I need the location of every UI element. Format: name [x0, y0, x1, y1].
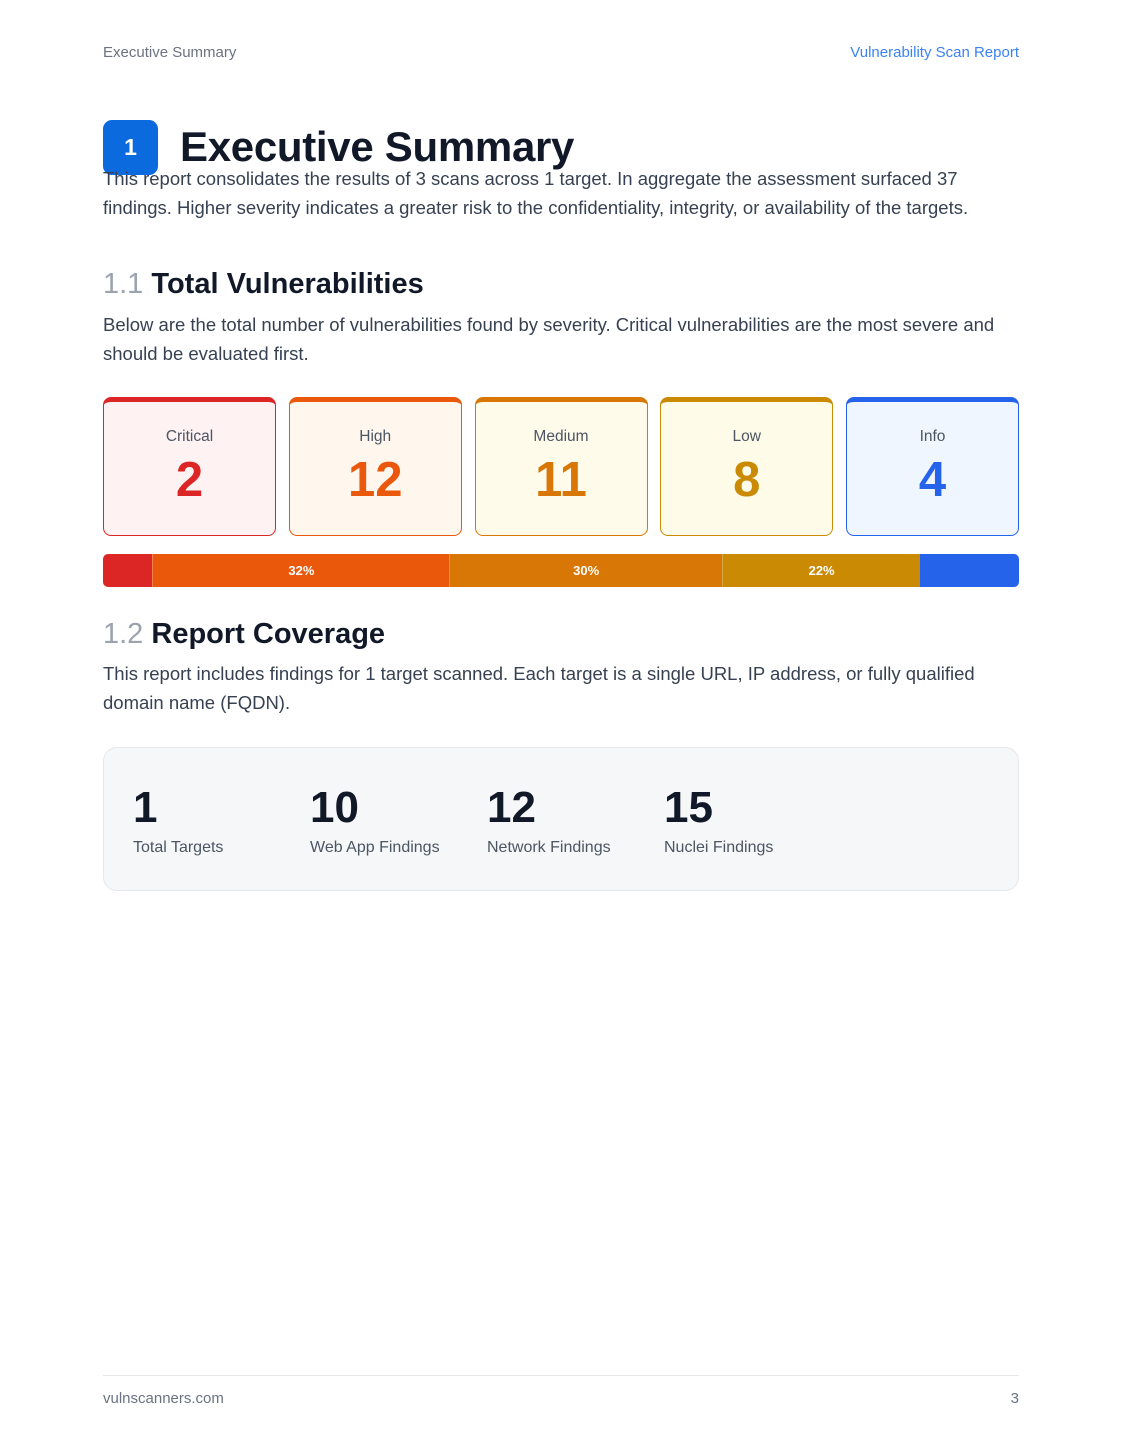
section-title: Total Vulnerabilities — [151, 268, 424, 300]
page-header — [103, 44, 1019, 61]
section-heading-total-vulnerabilities — [103, 268, 424, 301]
severity-card-info — [846, 397, 1019, 536]
severity-card-count: 12 — [347, 453, 403, 507]
severity-segment-low — [722, 554, 920, 587]
severity-segment-info — [920, 554, 1019, 587]
header-section-name: Executive Summary — [103, 44, 237, 61]
severity-card-label: Critical — [165, 428, 214, 445]
page-title: Executive Summary — [180, 123, 575, 171]
severity-segment-high — [152, 554, 449, 587]
stat-label: Network Findings — [487, 839, 611, 856]
severity-card-label: Low — [732, 428, 761, 445]
severity-card-medium — [475, 397, 648, 536]
page-footer — [103, 1390, 1019, 1407]
stat-value: 10 — [310, 783, 359, 832]
severity-card-count: 8 — [733, 453, 761, 507]
severity-card-high — [289, 397, 462, 536]
stat-total-targets — [133, 783, 224, 857]
severity-segment-label: 30% — [573, 563, 600, 578]
total-vulnerabilities-description: Below are the total number of vulnerabilities found by severity. Critical vulnerabilities are the most severe and should be evaluated first. — [103, 314, 995, 364]
severity-card-label: Info — [919, 428, 946, 445]
footer-site: vulnscanners.com — [103, 1390, 224, 1407]
stat-value: 15 — [664, 783, 713, 832]
section-number: 1.2 — [103, 618, 144, 650]
section-number: 1.1 — [103, 268, 144, 300]
severity-card-label: High — [359, 428, 392, 445]
stat-value: 12 — [487, 783, 536, 832]
severity-card-count: 11 — [535, 453, 587, 507]
severity-card-critical — [103, 397, 276, 536]
severity-segment-label: 32% — [288, 563, 315, 578]
stat-label: Nuclei Findings — [664, 839, 774, 856]
report-coverage-description: This report includes findings for 1 target scanned. Each target is a single URL, IP address, or fully qualified domain name (FQDN). — [103, 663, 975, 713]
page-number: 3 — [1010, 1390, 1019, 1407]
stat-nuclei-findings — [664, 783, 774, 857]
severity-segment-medium — [449, 554, 721, 587]
coverage-stats-panel — [103, 747, 1019, 891]
header-report-title: Vulnerability Scan Report — [850, 44, 1019, 61]
stat-value: 1 — [133, 783, 158, 832]
stat-web-app-findings — [310, 783, 440, 857]
severity-card-count: 4 — [918, 453, 947, 507]
section-heading-report-coverage — [103, 618, 385, 651]
footer-divider — [103, 1375, 1019, 1376]
severity-cards — [103, 397, 1019, 536]
severity-card-label: Medium — [533, 428, 589, 445]
severity-card-low — [660, 397, 833, 536]
section-number-badge: 1 — [103, 120, 158, 175]
severity-card-count: 2 — [175, 453, 204, 507]
stat-label: Total Targets — [133, 839, 224, 856]
stat-label: Web App Findings — [310, 839, 440, 856]
stat-network-findings — [487, 783, 611, 857]
intro-paragraph: This report consolidates the results of 3 scans across 1 target. In aggregate the assessment surfaced 37 findings. Higher severity indicates a greater risk to the confidentiality, integrity, or availability of the targets. — [103, 168, 969, 218]
severity-distribution-bar — [103, 554, 1019, 587]
section-title: Report Coverage — [151, 618, 386, 650]
severity-segment-critical — [103, 554, 152, 587]
severity-segment-label: 22% — [808, 563, 835, 578]
